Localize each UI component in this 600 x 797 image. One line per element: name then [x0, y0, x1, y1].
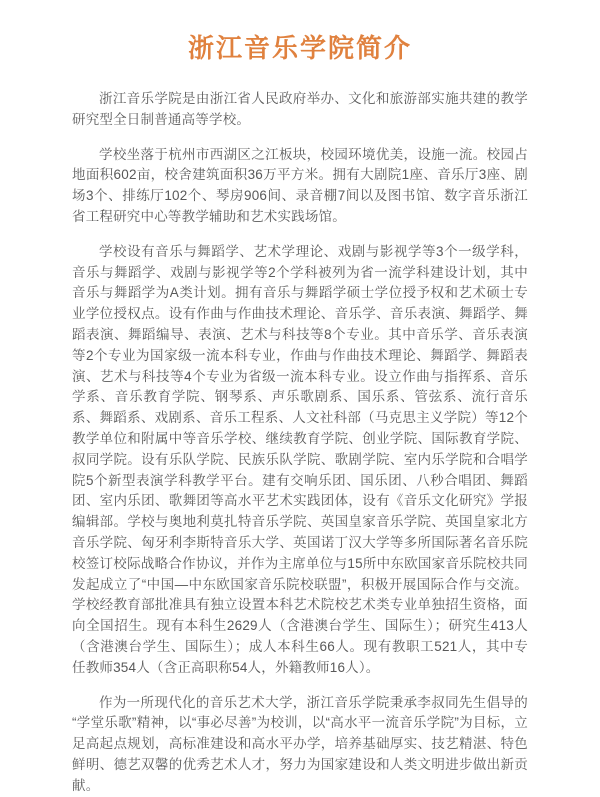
paragraph-campus-facilities: 学校坐落于杭州市西湖区之江板块，校园环境优美，设施一流。校园占地面积602亩，校舍建筑面积36万平方米。拥有大剧院1座、音乐厅3座、剧场3个、排练厅102个、琴房906间、录音棚7间以及图书馆、数字音乐浙江省工程研究中心等教学辅助和艺术实践场馆。: [72, 146, 528, 224]
article-body: [72, 89, 528, 797]
paragraph-vision-motto: 作为一所现代化的音乐艺术大学，浙江音乐学院秉承李叔同先生倡导的“学堂乐歌”精神，以“事必尽善”为校训，以“高水平一流音乐学院”为目标，立足高起点规划，高标准建设和高水平办学，培养基础厚实、技艺精湛、特色鲜明、德艺双馨的优秀艺术人才，努力为国家建设和人类文明进步做出新贡献。: [72, 694, 528, 793]
paragraph-school-overview: 浙江音乐学院是由浙江省人民政府举办、文化和旅游部实施共建的教学研究型全日制普通高等学校。: [72, 91, 528, 127]
paragraph-disciplines-enrollment: 学校设有音乐与舞蹈学、艺术学理论、戏剧与影视学等3个一级学科，音乐与舞蹈学、戏剧与影视学等2个学科被列为省一流学科建设计划，其中音乐与舞蹈学为A类计划。拥有音乐与舞蹈学硕士学位授予权和艺术硕士专业学位授权点。设有作曲与作曲技术理论、音乐学、音乐表演、舞蹈学、舞蹈表演、舞蹈编导、表演、艺术与科技等8个专业。其中音乐学、音乐表演等2个专业为国家级一流本科专业，作曲与作曲技术理论、舞蹈学、舞蹈表演、艺术与科技等4个专业为省级一流本科专业。设立作曲与指挥系、音乐学系、音乐教育学院、钢琴系、声乐歌剧系、国乐系、管弦系、流行音乐系、舞蹈系、戏剧系、音乐工程系、人文社科部（马克思主义学院）等12个教学单位和附属中等音乐学校、继续教育学院、创业学院、国际教育学院、叔同学院。设有乐队学院、民族乐队学院、歌剧学院、室内乐学院和合唱学院5个新型表演学科教学平台。建有交响乐团、国乐团、八秒合唱团、舞蹈团、室内乐团、歌舞团等高水平艺术实践团体，设有《音乐文化研究》学报编辑部。学校与奥地利莫扎特音乐学院、英国皇家音乐学院、英国皇家北方音乐学院、匈牙利李斯特音乐大学、英国诺丁汉大学等多所国际著名音乐院校签订校际战略合作协议，并作为主席单位与15所中东欧国家音乐院校共同发起成立了“中国—中东欧国家音乐院校联盟”，积极开展国际合作与交流。学校经教育部批准具有独立设置本科艺术院校艺术类专业单独招生资格，面向全国招生。现有本科生2629人（含港澳台学生、国际生）；研究生413人（含港澳台学生、国际生）；成人本科生66人。现有教职工521人，其中专任教师354人（含正高职称54人，外籍教师16人）。: [72, 243, 528, 675]
page-title: 浙江音乐学院简介: [187, 34, 412, 63]
